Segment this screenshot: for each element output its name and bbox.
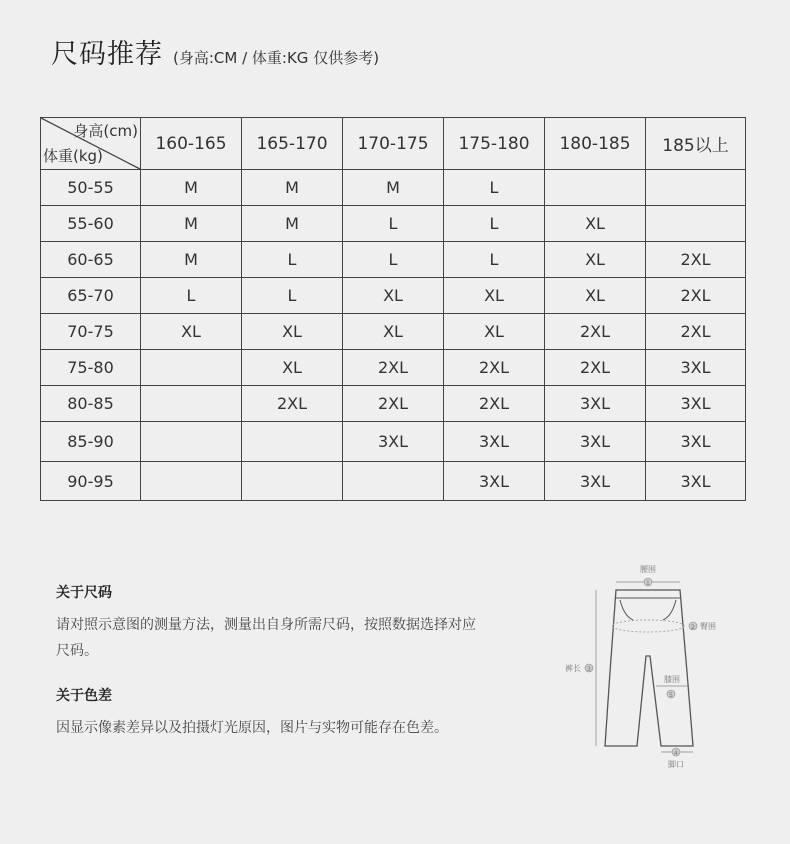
page-title: 尺码推荐 [51, 39, 163, 70]
table-cell: M [141, 170, 242, 206]
table-cell: L [343, 242, 444, 278]
about-color-section [56, 685, 476, 741]
knee-label: 膝围 [664, 675, 680, 684]
height-axis-label: 身高(cm) [73, 122, 138, 140]
table-cell [545, 170, 646, 206]
hip-label: 臀围 [700, 622, 716, 631]
length-number: 3 [587, 666, 591, 673]
table-cell: 2XL [646, 242, 746, 278]
table-cell: XL [343, 314, 444, 350]
row-header: 80-85 [41, 386, 141, 422]
table-cell: XL [141, 314, 242, 350]
table-cell: L [242, 242, 343, 278]
table-cell: XL [545, 278, 646, 314]
about-color-heading: 关于色差 [56, 688, 112, 704]
table-cell: 2XL [444, 386, 545, 422]
table-cell: M [141, 242, 242, 278]
table-cell: 2XL [545, 350, 646, 386]
pants-outline [605, 590, 693, 746]
row-header: 90-95 [41, 462, 141, 501]
table-row [41, 386, 746, 422]
row-header: 55-60 [41, 206, 141, 242]
row-header: 85-90 [41, 422, 141, 462]
about-color-text: 因显示像素差异以及拍摄灯光原因，图片与实物可能存在色差。 [56, 720, 448, 736]
weight-axis-label: 体重(kg) [43, 147, 103, 165]
table-cell [141, 386, 242, 422]
length-label: 裤长 [565, 664, 581, 673]
size-chart-table [40, 117, 746, 501]
column-header: 160-165 [141, 118, 242, 170]
table-cell: 3XL [646, 386, 746, 422]
table-cell: L [141, 278, 242, 314]
table-cell [141, 462, 242, 501]
pants-measurement-diagram [560, 560, 740, 780]
table-row [41, 314, 746, 350]
table-cell: 2XL [646, 278, 746, 314]
row-header: 75-80 [41, 350, 141, 386]
page-header [51, 32, 379, 71]
table-cell [646, 206, 746, 242]
table-cell: 2XL [444, 350, 545, 386]
table-cell [141, 422, 242, 462]
knee-number: 5 [669, 692, 673, 699]
table-row [41, 206, 746, 242]
table-row [41, 170, 746, 206]
table-cell: 2XL [343, 350, 444, 386]
table-cell: XL [343, 278, 444, 314]
left-pocket [620, 600, 633, 620]
table-cell: XL [242, 350, 343, 386]
waist-label: 腰围 [640, 565, 656, 574]
table-cell: 3XL [444, 462, 545, 501]
table-cell: 2XL [545, 314, 646, 350]
table-cell: L [444, 242, 545, 278]
table-cell: 2XL [646, 314, 746, 350]
row-header: 60-65 [41, 242, 141, 278]
table-cell: L [444, 206, 545, 242]
table-cell: M [343, 170, 444, 206]
table-cell: 3XL [646, 422, 746, 462]
table-cell: XL [545, 242, 646, 278]
table-cell: 3XL [545, 422, 646, 462]
table-cell [141, 350, 242, 386]
table-cell [242, 422, 343, 462]
table-cell: 3XL [444, 422, 545, 462]
table-header-row [41, 118, 746, 170]
column-header: 165-170 [242, 118, 343, 170]
table-cell [242, 462, 343, 501]
table-cell: L [444, 170, 545, 206]
table-cell: 2XL [343, 386, 444, 422]
hip-number: 2 [691, 624, 695, 631]
table-row [41, 350, 746, 386]
column-header: 180-185 [545, 118, 646, 170]
hem-label: 脚口 [668, 760, 684, 769]
waist-number: 1 [646, 580, 650, 587]
table-row [41, 242, 746, 278]
row-header: 65-70 [41, 278, 141, 314]
table-row [41, 422, 746, 462]
table-cell: 3XL [646, 350, 746, 386]
table-cell [343, 462, 444, 501]
table-cell: L [343, 206, 444, 242]
column-header: 175-180 [444, 118, 545, 170]
hip-measure-ellipse [612, 620, 684, 632]
table-cell: XL [444, 314, 545, 350]
table-corner-cell [41, 118, 141, 170]
table-cell: XL [242, 314, 343, 350]
table-cell: 3XL [646, 462, 746, 501]
row-header: 50-55 [41, 170, 141, 206]
table-cell: 3XL [545, 386, 646, 422]
table-cell: XL [444, 278, 545, 314]
table-cell: L [242, 278, 343, 314]
table-cell [646, 170, 746, 206]
table-cell: 3XL [343, 422, 444, 462]
about-size-text: 请对照示意图的测量方法，测量出自身所需尺码，按照数据选择对应尺码。 [56, 617, 476, 659]
table-cell: XL [545, 206, 646, 242]
table-cell: 3XL [545, 462, 646, 501]
table-row [41, 462, 746, 501]
table-cell: M [242, 170, 343, 206]
about-size-section [56, 582, 476, 664]
row-header: 70-75 [41, 314, 141, 350]
hem-number: 4 [674, 750, 678, 757]
table-row [41, 278, 746, 314]
page-subtitle: (身高:CM / 体重:KG 仅供参考) [173, 49, 380, 67]
table-cell: M [141, 206, 242, 242]
column-header: 185以上 [646, 118, 746, 170]
about-size-heading: 关于尺码 [56, 585, 112, 601]
column-header: 170-175 [343, 118, 444, 170]
right-pocket [663, 600, 676, 620]
table-cell: 2XL [242, 386, 343, 422]
table-cell: M [242, 206, 343, 242]
